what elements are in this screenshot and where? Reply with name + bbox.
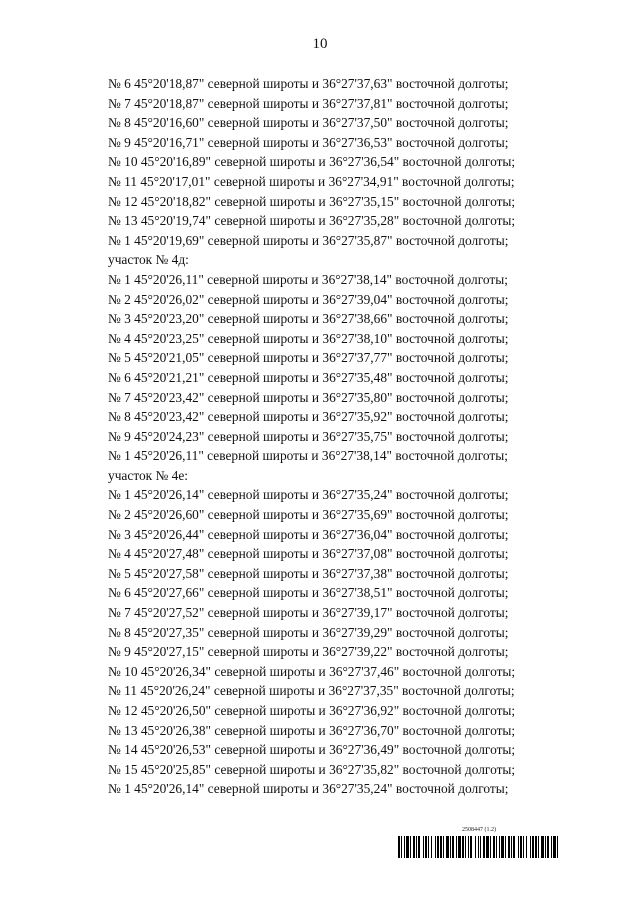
coordinate-line: № 14 45°20'26,53" северной широты и 36°27'36,49" восточной долготы; (108, 742, 516, 758)
document-code: 2508447 (1.2) (462, 827, 496, 833)
coordinate-line: № 3 45°20'26,44" северной широты и 36°27'36,04" восточной долготы; (108, 526, 509, 542)
barcode-bar (538, 836, 539, 858)
coordinates-list (108, 74, 578, 799)
coordinate-line: № 2 45°20'26,60" северной широты и 36°27'35,69" восточной долготы; (108, 507, 509, 523)
coordinate-line: № 12 45°20'26,50" северной широты и 36°27'36,92" восточной долготы; (108, 703, 516, 718)
barcode-bar (468, 836, 469, 858)
coordinate-line: № 11 45°20'26,24" северной широты и 36°27'37,35" восточной долготы; (108, 683, 515, 699)
coordinate-line: № 8 45°20'16,60" северной широты и 36°27'37,50" восточной долготы; (108, 115, 509, 131)
barcode-bar (435, 836, 436, 858)
coordinate-line: № 6 45°20'21,21" северной широты и 36°27'35,48" восточной долготы; (108, 369, 509, 385)
barcode-bar (480, 836, 481, 858)
barcode-bar (551, 836, 552, 858)
barcode-bar (431, 836, 432, 858)
coordinate-line: № 4 45°20'27,48" северной широты и 36°27'37,08" восточной долготы; (108, 546, 509, 562)
barcode-bar (493, 836, 495, 858)
coordinate-line: № 1 45°20'19,69" северной широты и 36°27'35,87" восточной долготы; (108, 232, 509, 248)
coordinate-line: № 9 45°20'27,15" северной широты и 36°27'39,22" восточной долготы; (108, 644, 509, 660)
barcode-bar (547, 836, 549, 858)
barcode-bar (545, 836, 546, 858)
coordinate-line: № 6 45°20'27,66" северной широты и 36°27'38,51" восточной долготы; (108, 585, 509, 601)
barcode-bar (428, 836, 429, 858)
barcode-bar (526, 836, 527, 858)
barcode-bar (443, 836, 444, 858)
barcode-bar (508, 836, 510, 858)
barcode-bar (513, 836, 515, 858)
barcode-bar (456, 836, 457, 858)
barcode-bar (404, 836, 405, 858)
coordinate-line: № 1 45°20'26,14" северной широты и 36°27'35,24" восточной долготы; (108, 781, 509, 797)
coordinate-line: № 11 45°20'17,01" северной широты и 36°27'34,91" восточной долготы; (108, 173, 515, 189)
barcode-bar (470, 836, 472, 858)
barcode-bar (413, 836, 415, 858)
coordinate-line: № 13 45°20'26,38" северной широты и 36°27'36,70" восточной долготы; (108, 722, 516, 738)
coordinate-line: № 13 45°20'19,74" северной широты и 36°27'35,28" восточной долготы; (108, 213, 516, 229)
barcode-bar (541, 836, 544, 858)
barcode-bar (483, 836, 485, 858)
barcode-bar (416, 836, 417, 858)
barcode-bar (501, 836, 504, 858)
barcode (398, 836, 558, 858)
coordinate-line: № 10 45°20'16,89" северной широты и 36°27'36,54" восточной долготы; (108, 154, 516, 170)
coordinate-line: № 6 45°20'18,87" северной широты и 36°27'37,63" восточной долготы; (108, 76, 509, 91)
barcode-bar (440, 836, 442, 858)
barcode-bar (496, 836, 497, 858)
coordinate-line: № 9 45°20'16,71" северной широты и 36°27'36,53" восточной долготы; (108, 134, 509, 150)
section-heading: участок № 4е: (108, 467, 189, 483)
coordinate-line: № 10 45°20'26,34" северной широты и 36°27'37,46" восточной долготы; (108, 663, 516, 679)
barcode-bar (530, 836, 531, 858)
coordinate-line: № 5 45°20'27,58" северной широты и 36°27'37,38" восточной долготы; (108, 565, 509, 581)
coordinate-line: № 4 45°20'23,25" северной широты и 36°27'38,10" восточной долготы; (108, 330, 509, 346)
barcode-bar (418, 836, 420, 858)
coordinate-line: № 8 45°20'23,42" северной широты и 36°27'35,92" восточной долготы; (108, 409, 509, 425)
barcode-bar (490, 836, 491, 858)
barcode-bar (437, 836, 439, 858)
coordinate-line: № 7 45°20'18,87" северной широты и 36°27'37,81" восточной долготы; (108, 95, 509, 111)
coordinate-line: № 5 45°20'21,05" северной широты и 36°27'37,77" восточной долготы; (108, 350, 509, 366)
barcode-bar (410, 836, 411, 858)
coordinate-line: № 15 45°20'25,85" северной широты и 36°27'35,82" восточной долготы; (108, 761, 516, 777)
barcode-bar (423, 836, 424, 858)
coordinate-line: № 2 45°20'26,02" северной широты и 36°27'39,04" восточной долготы; (108, 291, 509, 307)
coordinate-line: № 3 45°20'23,20" северной широты и 36°27'38,66" восточной долготы; (108, 311, 509, 327)
barcode-bar (478, 836, 479, 858)
barcode-bar (520, 836, 522, 858)
barcode-bar (446, 836, 449, 858)
barcode-bar (406, 836, 409, 858)
barcode-bar (401, 836, 402, 858)
coordinate-line: № 1 45°20'26,11" северной широты и 36°27'38,14" восточной долготы; (108, 271, 508, 287)
section-heading: участок № 4д: (108, 252, 189, 268)
barcode-bar (462, 836, 464, 858)
barcode-bar (535, 836, 537, 858)
barcode-bar (465, 836, 466, 858)
coordinate-line: № 1 45°20'26,14" северной широты и 36°27'35,24" восточной долготы; (108, 487, 509, 503)
barcode-bar (505, 836, 506, 858)
barcode-bar (532, 836, 534, 858)
coordinate-line: № 8 45°20'27,35" северной широты и 36°27'39,29" восточной долготы; (108, 624, 509, 640)
barcode-bar (511, 836, 512, 858)
coordinate-line: № 1 45°20'26,11" северной широты и 36°27'38,14" восточной долготы; (108, 448, 508, 464)
barcode-bar (557, 836, 558, 858)
barcode-bar (452, 836, 454, 858)
barcode-bar (450, 836, 451, 858)
barcode-bar (425, 836, 427, 858)
coordinate-line: № 7 45°20'27,52" северной широты и 36°27'39,17" восточной долготы; (108, 605, 509, 621)
page-number: 10 (312, 36, 328, 52)
coordinate-line: № 9 45°20'24,23" северной широты и 36°27'35,75" восточной долготы; (108, 428, 509, 444)
barcode-bar (553, 836, 556, 858)
coordinate-line: № 12 45°20'18,82" северной широты и 36°27'35,15" восточной долготы; (108, 193, 516, 209)
barcode-bar (475, 836, 476, 858)
barcode-bar (499, 836, 500, 858)
barcode-bar (398, 836, 400, 858)
barcode-bar (518, 836, 519, 858)
barcode-bar (486, 836, 489, 858)
barcode-bar (458, 836, 461, 858)
barcode-bar (523, 836, 524, 858)
coordinate-line: № 7 45°20'23,42" северной широты и 36°27'35,80" восточной долготы; (108, 389, 509, 405)
